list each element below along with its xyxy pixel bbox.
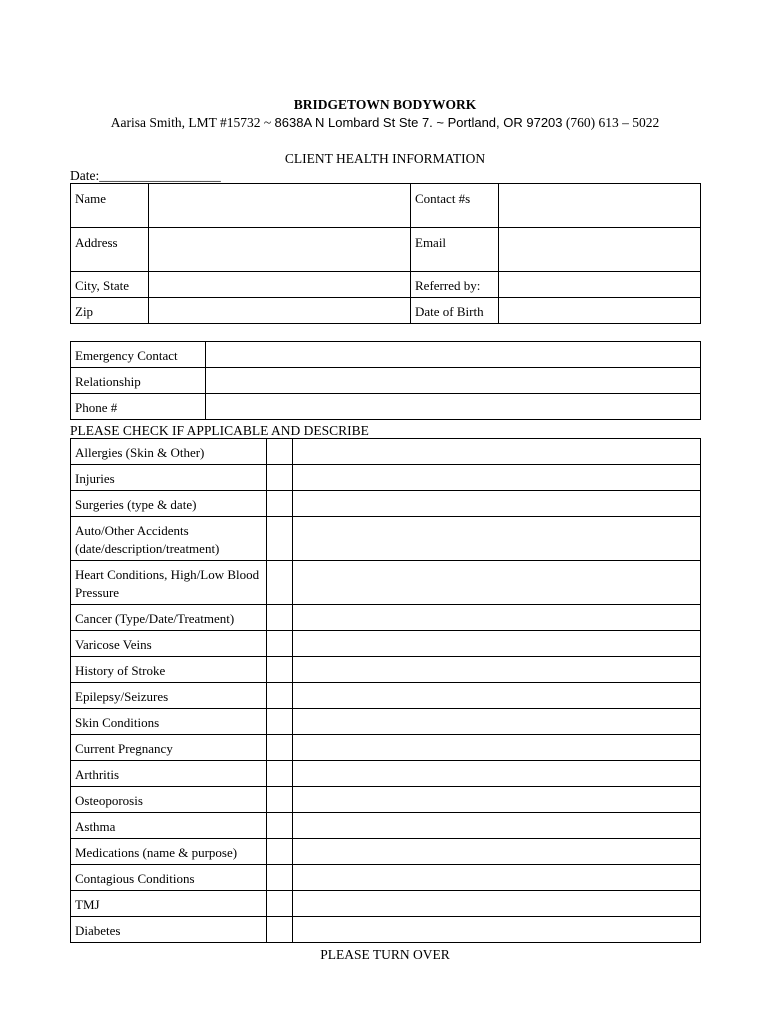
condition-description-input[interactable] [293,605,701,631]
referred-by-input[interactable] [499,272,701,298]
date-field[interactable]: Date:__________________ [70,168,221,183]
condition-checkbox[interactable] [267,517,293,561]
table-row [71,368,701,394]
table-row [71,491,701,517]
condition-description-input[interactable] [293,735,701,761]
referred-by-label: Referred by: [411,272,499,298]
condition-description-input[interactable] [293,517,701,561]
table-row [71,735,701,761]
condition-checkbox[interactable] [267,917,293,943]
condition-label: Varicose Veins [71,631,267,657]
condition-checkbox[interactable] [267,683,293,709]
condition-checkbox[interactable] [267,865,293,891]
condition-description-input[interactable] [293,465,701,491]
zip-input[interactable] [149,298,411,324]
table-row [71,891,701,917]
condition-label: Surgeries (type & date) [71,491,267,517]
street-address: 8638A N Lombard St Ste 7. ~ Portland, OR 97203 [274,115,563,130]
condition-description-input[interactable] [293,787,701,813]
condition-checkbox[interactable] [267,787,293,813]
condition-label: Allergies (Skin & Other) [71,439,267,465]
form-title: CLIENT HEALTH INFORMATION [284,151,486,166]
emergency-phone-input[interactable] [206,394,701,420]
condition-checkbox[interactable] [267,465,293,491]
condition-checkbox[interactable] [267,605,293,631]
table-row [71,683,701,709]
table-row [71,657,701,683]
condition-label: Epilepsy/Seizures [71,683,267,709]
condition-checkbox[interactable] [267,491,293,517]
contact-info-table [70,183,701,324]
condition-label: Skin Conditions [71,709,267,735]
practitioner-info: Aarisa Smith, LMT #15732 ~ [110,115,272,130]
table-row [71,298,701,324]
condition-checkbox[interactable] [267,657,293,683]
emergency-contact-table [70,341,701,420]
city-state-input[interactable] [149,272,411,298]
condition-checkbox[interactable] [267,709,293,735]
table-row [71,342,701,368]
table-row [71,272,701,298]
turn-over-note: PLEASE TURN OVER [320,947,450,962]
table-row [71,787,701,813]
zip-label: Zip [71,298,149,324]
name-label: Name [71,184,149,228]
condition-description-input[interactable] [293,439,701,465]
table-row [71,865,701,891]
condition-description-input[interactable] [293,561,701,605]
condition-description-input[interactable] [293,657,701,683]
contact-numbers-label: Contact #s [411,184,499,228]
contact-numbers-input[interactable] [499,184,701,228]
condition-description-input[interactable] [293,491,701,517]
business-phone: (760) 613 – 5022 [565,115,660,130]
city-state-label: City, State [71,272,149,298]
business-name: BRIDGETOWN BODYWORK [293,97,477,112]
condition-label: History of Stroke [71,657,267,683]
condition-label: TMJ [71,891,267,917]
condition-description-input[interactable] [293,683,701,709]
condition-label: Auto/Other Accidents (date/description/treatment) [71,517,267,561]
health-history-table [70,438,701,943]
check-instruction: PLEASE CHECK IF APPLICABLE AND DESCRIBE [70,423,369,438]
table-row [71,631,701,657]
condition-label: Diabetes [71,917,267,943]
condition-description-input[interactable] [293,891,701,917]
table-row [71,761,701,787]
condition-checkbox[interactable] [267,839,293,865]
condition-checkbox[interactable] [267,631,293,657]
condition-label: Cancer (Type/Date/Treatment) [71,605,267,631]
condition-description-input[interactable] [293,709,701,735]
emergency-phone-label: Phone # [71,394,206,420]
condition-label: Current Pregnancy [71,735,267,761]
date-of-birth-input[interactable] [499,298,701,324]
table-row [71,517,701,561]
emergency-contact-label: Emergency Contact [71,342,206,368]
condition-description-input[interactable] [293,917,701,943]
table-row [71,439,701,465]
business-contact-line [0,115,770,131]
condition-description-input[interactable] [293,813,701,839]
relationship-label: Relationship [71,368,206,394]
condition-description-input[interactable] [293,631,701,657]
table-row [71,465,701,491]
condition-checkbox[interactable] [267,813,293,839]
date-of-birth-label: Date of Birth [411,298,499,324]
condition-description-input[interactable] [293,761,701,787]
condition-checkbox[interactable] [267,891,293,917]
table-row [71,917,701,943]
condition-description-input[interactable] [293,865,701,891]
relationship-input[interactable] [206,368,701,394]
condition-label: Osteoporosis [71,787,267,813]
table-row [71,813,701,839]
name-input[interactable] [149,184,411,228]
condition-checkbox[interactable] [267,735,293,761]
condition-label: Contagious Conditions [71,865,267,891]
condition-label: Asthma [71,813,267,839]
address-input[interactable] [149,228,411,272]
emergency-contact-input[interactable] [206,342,701,368]
table-row [71,394,701,420]
email-label: Email [411,228,499,272]
condition-label: Arthritis [71,761,267,787]
table-row [71,839,701,865]
condition-description-input[interactable] [293,839,701,865]
condition-checkbox[interactable] [267,761,293,787]
table-row [71,228,701,272]
table-row [71,605,701,631]
table-row [71,709,701,735]
email-input[interactable] [499,228,701,272]
condition-checkbox[interactable] [267,561,293,605]
table-row [71,184,701,228]
table-row [71,561,701,605]
address-label: Address [71,228,149,272]
condition-label: Heart Conditions, High/Low Blood Pressure [71,561,267,605]
condition-label: Medications (name & purpose) [71,839,267,865]
condition-label: Injuries [71,465,267,491]
condition-checkbox[interactable] [267,439,293,465]
